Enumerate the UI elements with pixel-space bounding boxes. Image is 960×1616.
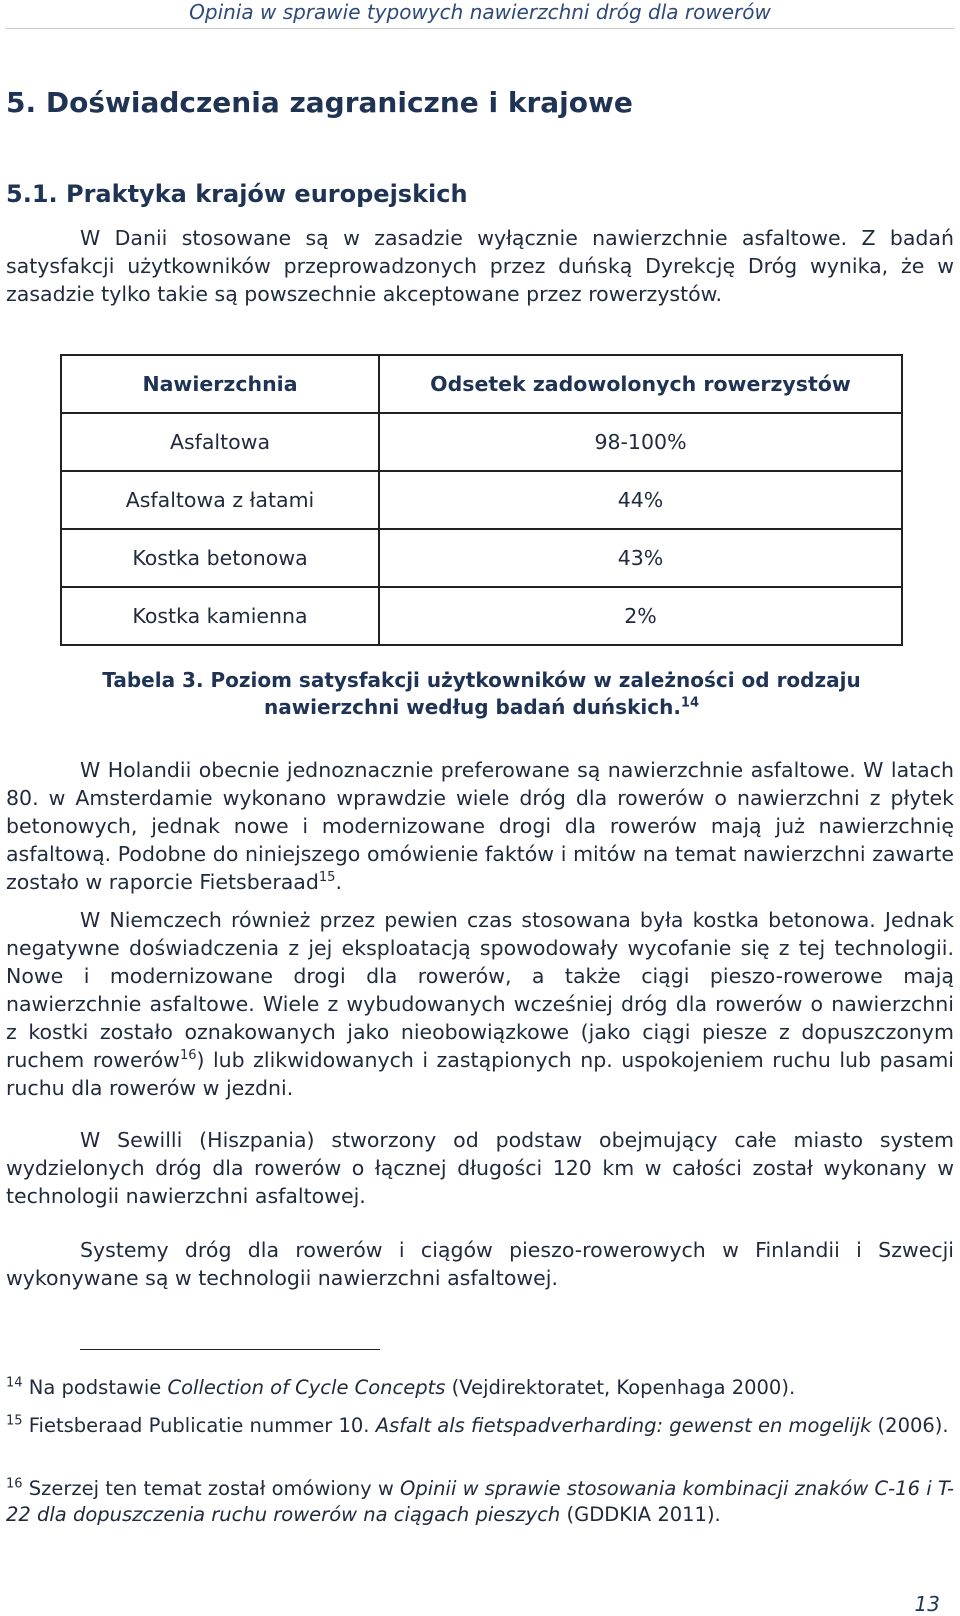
table-row: [61, 413, 902, 471]
subsection-title: 5.1. Praktyka krajów europejskich: [6, 180, 468, 208]
table-row: [61, 529, 902, 587]
header-divider: [6, 28, 954, 29]
footnote-ref: 14: [680, 695, 700, 711]
table-cell: 43%: [379, 529, 902, 587]
paragraph-netherlands: W Holandii obecnie jednoznacznie preferowane są nawierzchnie asfaltowe. W latach 80. w Amsterdamie wykonano wprawdzie wiele dróg dla rowerów o nawierzchni z płytek betonowych, jednak nowe i modernizowane drogi dla rowerów mają już nawierzchnię asfaltową. Podobne do niniejszego omówienie faktów i mitów na temat nawierzchni zawarte zostało w raporcie Fietsberaad$^{15}$.: [6, 758, 954, 894]
table-cell: 98-100%: [379, 413, 902, 471]
surface-satisfaction-table: [60, 354, 903, 646]
table-caption: Tabela 3. Poziom satysfakcji użytkowników w zależności od rodzaju nawierzchni według badań duńskich.$^{14}$: [102, 668, 861, 719]
table-header-row: [61, 355, 902, 413]
footnote-15: $^{15}$ Fietsberaad Publicatie nummer 10. Asfalt als fietspadverharding: gewenst en mogelijk (2006).: [6, 1413, 949, 1437]
running-header: Opinia w sprawie typowych nawierzchni dróg dla rowerów: [189, 0, 771, 24]
table-cell: Asfaltowa z łatami: [61, 471, 379, 529]
footnote-number: 15: [6, 1413, 23, 1429]
table-cell: 44%: [379, 471, 902, 529]
page-number: 13: [914, 1592, 940, 1616]
footnote-ref: 16: [179, 1048, 197, 1064]
table-cell: Kostka betonowa: [61, 529, 379, 587]
footnote-number: 14: [6, 1375, 23, 1391]
paragraph-seville: W Sewilli (Hiszpania) stworzony od podstaw obejmujący całe miasto system wydzielonych dróg dla rowerów o łącznej długości 120 km w całości został wykonany w technologii nawierzchni asfaltowej.: [6, 1128, 954, 1208]
table-header-cell: Nawierzchnia: [61, 355, 379, 413]
footnote-divider: [80, 1349, 380, 1350]
table-cell: 2%: [379, 587, 902, 645]
paragraph-scandinavia: Systemy dróg dla rowerów i ciągów pieszo-rowerowych w Finlandii i Szwecji wykonywane są w technologii nawierzchni asfaltowej.: [6, 1238, 954, 1290]
footnote-ref: 15: [318, 870, 336, 886]
paragraph-denmark: W Danii stosowane są w zasadzie wyłącznie nawierzchnie asfaltowe. Z badań satysfakcji użytkowników przeprowadzonych przez duńską Dyrekcję Dróg wynika, że w zasadzie tylko takie są powszechnie akceptowane przez rowerzystów.: [6, 226, 954, 306]
table-row: [61, 471, 902, 529]
table-cell: Kostka kamienna: [61, 587, 379, 645]
table-cell: Asfaltowa: [61, 413, 379, 471]
footnote-16: $^{16}$ Szerzej ten temat został omówiony w Opinii w sprawie stosowania kombinacji znaków C-16 i T-22 dla dopuszczenia ruchu rowerów na ciągach pieszych (GDDKIA 2011).: [6, 1476, 954, 1526]
table-header-cell: Odsetek zadowolonych rowerzystów: [379, 355, 902, 413]
section-title: 5. Doświadczenia zagraniczne i krajowe: [6, 86, 633, 119]
footnote-number: 16: [6, 1476, 23, 1492]
table-row: [61, 587, 902, 645]
paragraph-germany: W Niemczech również przez pewien czas stosowana była kostka betonowa. Jednak negatywne doświadczenia z jej eksploatacją spowodowały wycofanie się z tej technologii. Nowe i modernizowane drogi dla rowerów, a także ciągi pieszo-rowerowe mają nawierzchnie asfaltowe. Wiele z wybudowanych wcześniej dróg dla rowerów o nawierzchni z kostki zostało oznakowanych jako nieobowiązkowe (jako ciągi piesze z dopuszczonym ruchem rowerów$^{16}$) lub zlikwidowanych i zastąpionych np. uspokojeniem ruchu lub pasami ruchu dla rowerów w jezdni.: [6, 908, 955, 1100]
footnote-14: $^{14}$ Na podstawie Collection of Cycle Concepts (Vejdirektoratet, Kopenhaga 2000).: [6, 1375, 796, 1399]
